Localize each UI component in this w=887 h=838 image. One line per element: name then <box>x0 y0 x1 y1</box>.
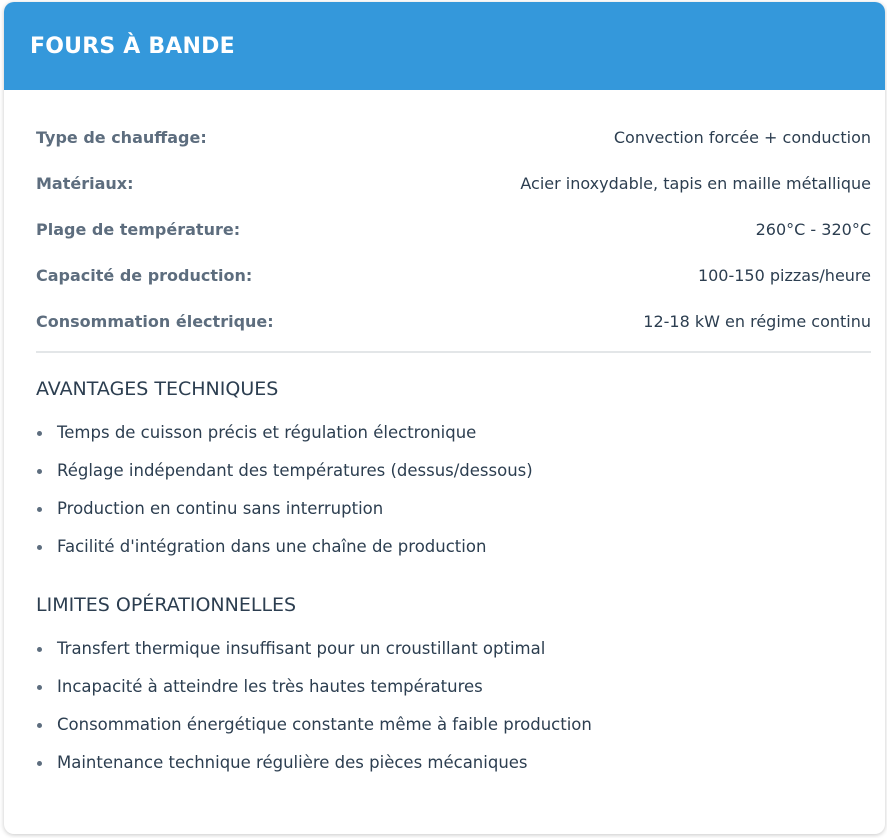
bullet-dot-icon <box>37 761 42 766</box>
bullet-dot-icon <box>37 469 42 474</box>
list-item-text: Transfert thermique insuffisant pour un croustillant optimal <box>57 639 546 658</box>
section-divider <box>36 351 871 353</box>
spec-row-heating-type <box>36 114 871 160</box>
spec-row-temperature-range <box>36 206 871 252</box>
list-item <box>36 414 871 452</box>
product-card <box>4 2 885 834</box>
limits-heading: LIMITES OPÉRATIONNELLES <box>36 594 297 616</box>
spec-label: Plage de température: <box>36 219 241 239</box>
list-item <box>36 744 871 782</box>
bullet-dot-icon <box>37 685 42 690</box>
spec-list <box>36 114 871 344</box>
card-header <box>4 2 885 90</box>
bullet-dot-icon <box>37 431 42 436</box>
spec-value: 100-150 pizzas/heure <box>697 265 871 285</box>
list-item-text: Consommation énergétique constante même à faible production <box>57 715 592 734</box>
list-item <box>36 630 871 668</box>
card-body <box>4 90 885 782</box>
list-item <box>36 706 871 744</box>
spec-row-power-consumption <box>36 298 871 344</box>
list-item <box>36 452 871 490</box>
spec-value: Acier inoxydable, tapis en maille métallique <box>520 173 871 193</box>
list-item-text: Production en continu sans interruption <box>57 499 384 518</box>
advantages-list <box>36 414 871 566</box>
spec-value: 12-18 kW en régime continu <box>643 311 871 331</box>
list-item-text: Temps de cuisson précis et régulation électronique <box>57 423 477 442</box>
limits-list <box>36 630 871 782</box>
list-item <box>36 528 871 566</box>
list-item <box>36 490 871 528</box>
spec-value: 260°C - 320°C <box>755 219 871 239</box>
bullet-dot-icon <box>37 545 42 550</box>
spec-label: Matériaux: <box>36 173 134 193</box>
spec-label: Capacité de production: <box>36 265 253 285</box>
list-item <box>36 668 871 706</box>
spec-row-production-capacity <box>36 252 871 298</box>
spec-value: Convection forcée + conduction <box>613 127 871 147</box>
list-item-text: Réglage indépendant des températures (dessus/dessous) <box>57 461 533 480</box>
spec-row-materials <box>36 160 871 206</box>
list-item-text: Maintenance technique régulière des pièces mécaniques <box>57 753 528 772</box>
advantages-heading: AVANTAGES TECHNIQUES <box>36 378 279 400</box>
bullet-dot-icon <box>37 723 42 728</box>
card-title: FOURS À BANDE <box>30 33 235 59</box>
bullet-dot-icon <box>37 507 42 512</box>
list-item-text: Facilité d'intégration dans une chaîne de production <box>57 537 487 556</box>
spec-label: Consommation électrique: <box>36 311 274 331</box>
spec-label: Type de chauffage: <box>36 127 207 147</box>
bullet-dot-icon <box>37 647 42 652</box>
list-item-text: Incapacité à atteindre les très hautes températures <box>57 677 483 696</box>
